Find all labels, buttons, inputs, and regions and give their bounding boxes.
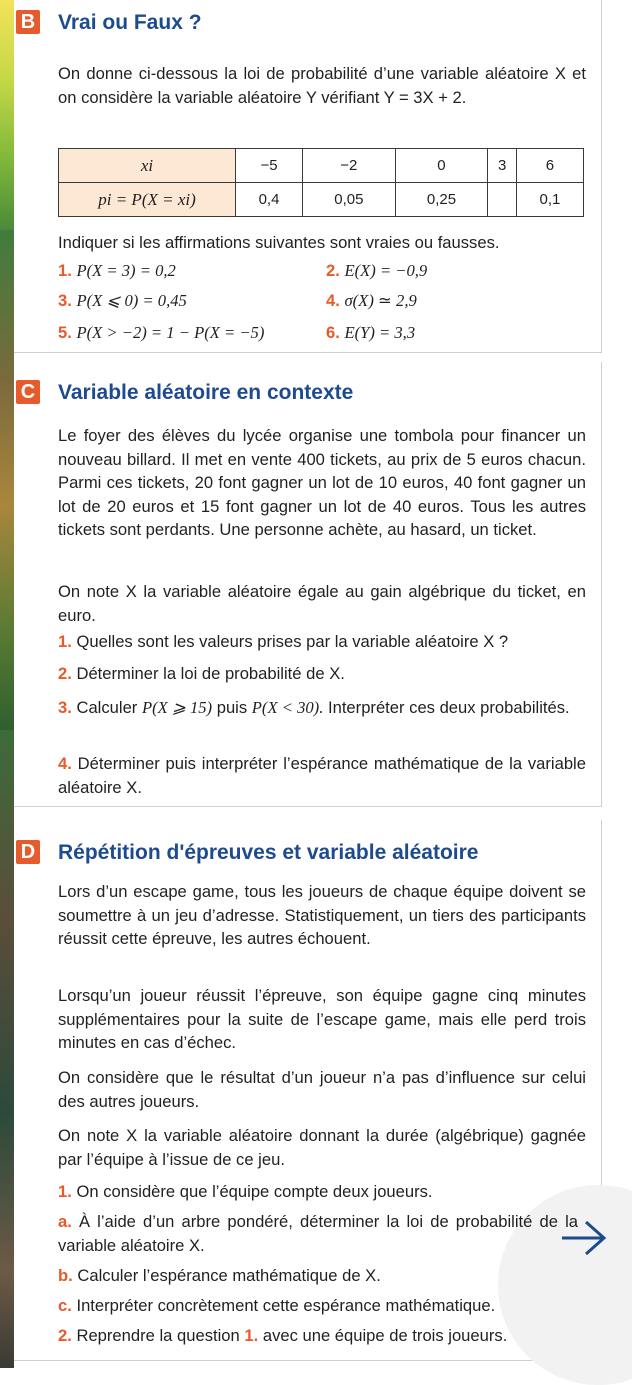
table-header-pi: pi = P(X = xi) [59,183,236,217]
section-d-para2: Lorsqu’un joueur réussit l’épreuve, son équipe gagne cinq minutes supplémentaires pour la suite de l’escape game, mais elle perd trois minutes en cas d’échec. [58,986,586,1053]
question-text: Déterminer puis interpréter l’espérance mathématique de la variable aléatoire X. [58,754,586,797]
table-row [59,183,584,217]
statement-4 [326,290,417,312]
section-c-q2 [58,662,586,686]
statement-text: E(X) = −0,9 [344,261,428,280]
statement-2 [326,260,427,282]
statement-number: 5. [58,323,72,342]
section-d-para4: On note X la variable aléatoire donnant la durée (algébrique) gagnée par l’équipe à l’issue de ce jeu. [58,1126,586,1169]
question-number: 2. [58,1326,72,1345]
section-d-qc [58,1294,586,1318]
question-math: P(X ⩾ 15) [141,698,213,717]
question-number: 1. [58,632,72,651]
statement-number: 1. [58,261,72,280]
section-b-title: Vrai ou Faux ? [58,11,202,34]
question-text: Interpréter ces deux probabilités. [327,698,570,717]
statement-number: 6. [326,323,340,342]
table-cell: 0,25 [395,183,488,217]
section-d-para1: Lors d’un escape game, tous les joueurs de chaque équipe doivent se soumettre à un jeu d’adresse. Statistiquement, un tiers des participants réussit cette épreuve, les autres échouent. [58,882,586,949]
section-d-qb [58,1264,586,1288]
statement-5 [58,322,264,344]
question-math: P(X < 30). [251,698,324,717]
statement-text: σ(X) ≃ 2,9 [344,291,417,310]
question-number: 3. [58,698,72,717]
table-cell: 0 [395,149,488,183]
question-text: puis [216,698,248,717]
statement-number: 4. [326,291,340,310]
statement-number: 3. [58,291,72,310]
table-cell: 6 [516,149,583,183]
table-cell: 0,05 [303,183,396,217]
section-d-para3: On considère que le résultat d’un joueur n’a pas d’influence sur celui des autres joueurs. [58,1068,586,1111]
question-text: Calculer [76,698,138,717]
question-text: Interpréter concrètement cette espérance mathématique. [76,1296,496,1315]
table-row [59,149,584,183]
section-c-q1 [58,630,586,654]
section-b-intro: On donne ci-dessous la loi de probabilité d’une variable aléatoire X et on considère la variable aléatoire Y vérifiant Y = 3X + 2. [58,64,586,107]
section-c-q4 [58,752,586,799]
section-d-title: Répétition d'épreuves et variable aléatoire [58,841,479,864]
question-ref: 1. [244,1326,259,1345]
section-d-qa [58,1210,578,1257]
decorative-photo-strip [0,0,14,230]
question-number: 4. [58,754,72,773]
question-text: Quelles sont les valeurs prises par la variable aléatoire X ? [76,632,509,651]
section-c-para2: On note X la variable aléatoire égale au gain algébrique du ticket, en euro. [58,582,586,625]
question-text: avec une équipe de trois joueurs. [262,1326,508,1345]
question-number: 1. [58,1182,72,1201]
table-cell: 0,1 [516,183,583,217]
probability-table [58,148,584,217]
section-d-q1 [58,1180,586,1204]
section-b-badge: B [16,10,40,34]
question-text: Calculer l’espérance mathématique de X. [77,1266,381,1285]
question-text: Déterminer la loi de probabilité de X. [76,664,345,683]
section-d-q2 [58,1324,586,1348]
decorative-photo-strip [0,230,14,730]
statement-text: P(X > −2) = 1 − P(X = −5) [76,323,265,342]
section-c-title: Variable aléatoire en contexte [58,381,354,404]
statement-text: P(X ⩽ 0) = 0,45 [76,291,187,310]
subquestion-letter: a. [58,1212,72,1231]
statement-text: E(Y) = 3,3 [344,323,416,342]
question-text: On considère que l’équipe compte deux joueurs. [76,1182,433,1201]
statement-1 [58,260,176,282]
decorative-photo-strip [0,730,14,1368]
table-cell: −5 [236,149,303,183]
table-cell [488,183,517,217]
statement-6 [326,322,415,344]
section-b-instruction: Indiquer si les affirmations suivantes sont vraies ou fausses. [58,233,500,252]
section-c-para1: Le foyer des élèves du lycée organise une tombola pour financer un nouveau billard. Il met en vente 400 tickets, au prix de 5 euros chacun. Parmi ces tickets, 20 font gagner un lot de 10 euros, 40 font gagner un lot de 20 euros et 15 font gagner un lot de 40 euros. Tous les autres tickets sont perdants. Une personne achète, au hasard, un ticket. [58,426,586,540]
table-header-xi: xi [59,149,236,183]
subquestion-letter: c. [58,1296,72,1315]
statement-text: P(X = 3) = 0,2 [76,261,176,280]
question-text: À l’aide d’un arbre pondéré, déterminer la loi de probabilité de la variable aléatoire X. [58,1212,578,1255]
statement-3 [58,290,187,312]
question-number: 2. [58,664,72,683]
table-cell: −2 [303,149,396,183]
table-cell: 0,4 [236,183,303,217]
question-text: Reprendre la question [76,1326,240,1345]
statement-number: 2. [326,261,340,280]
section-c-q3 [58,696,586,720]
subquestion-letter: b. [58,1266,73,1285]
section-c-badge: C [16,380,40,404]
section-d-badge: D [16,840,40,864]
table-cell: 3 [488,149,517,183]
